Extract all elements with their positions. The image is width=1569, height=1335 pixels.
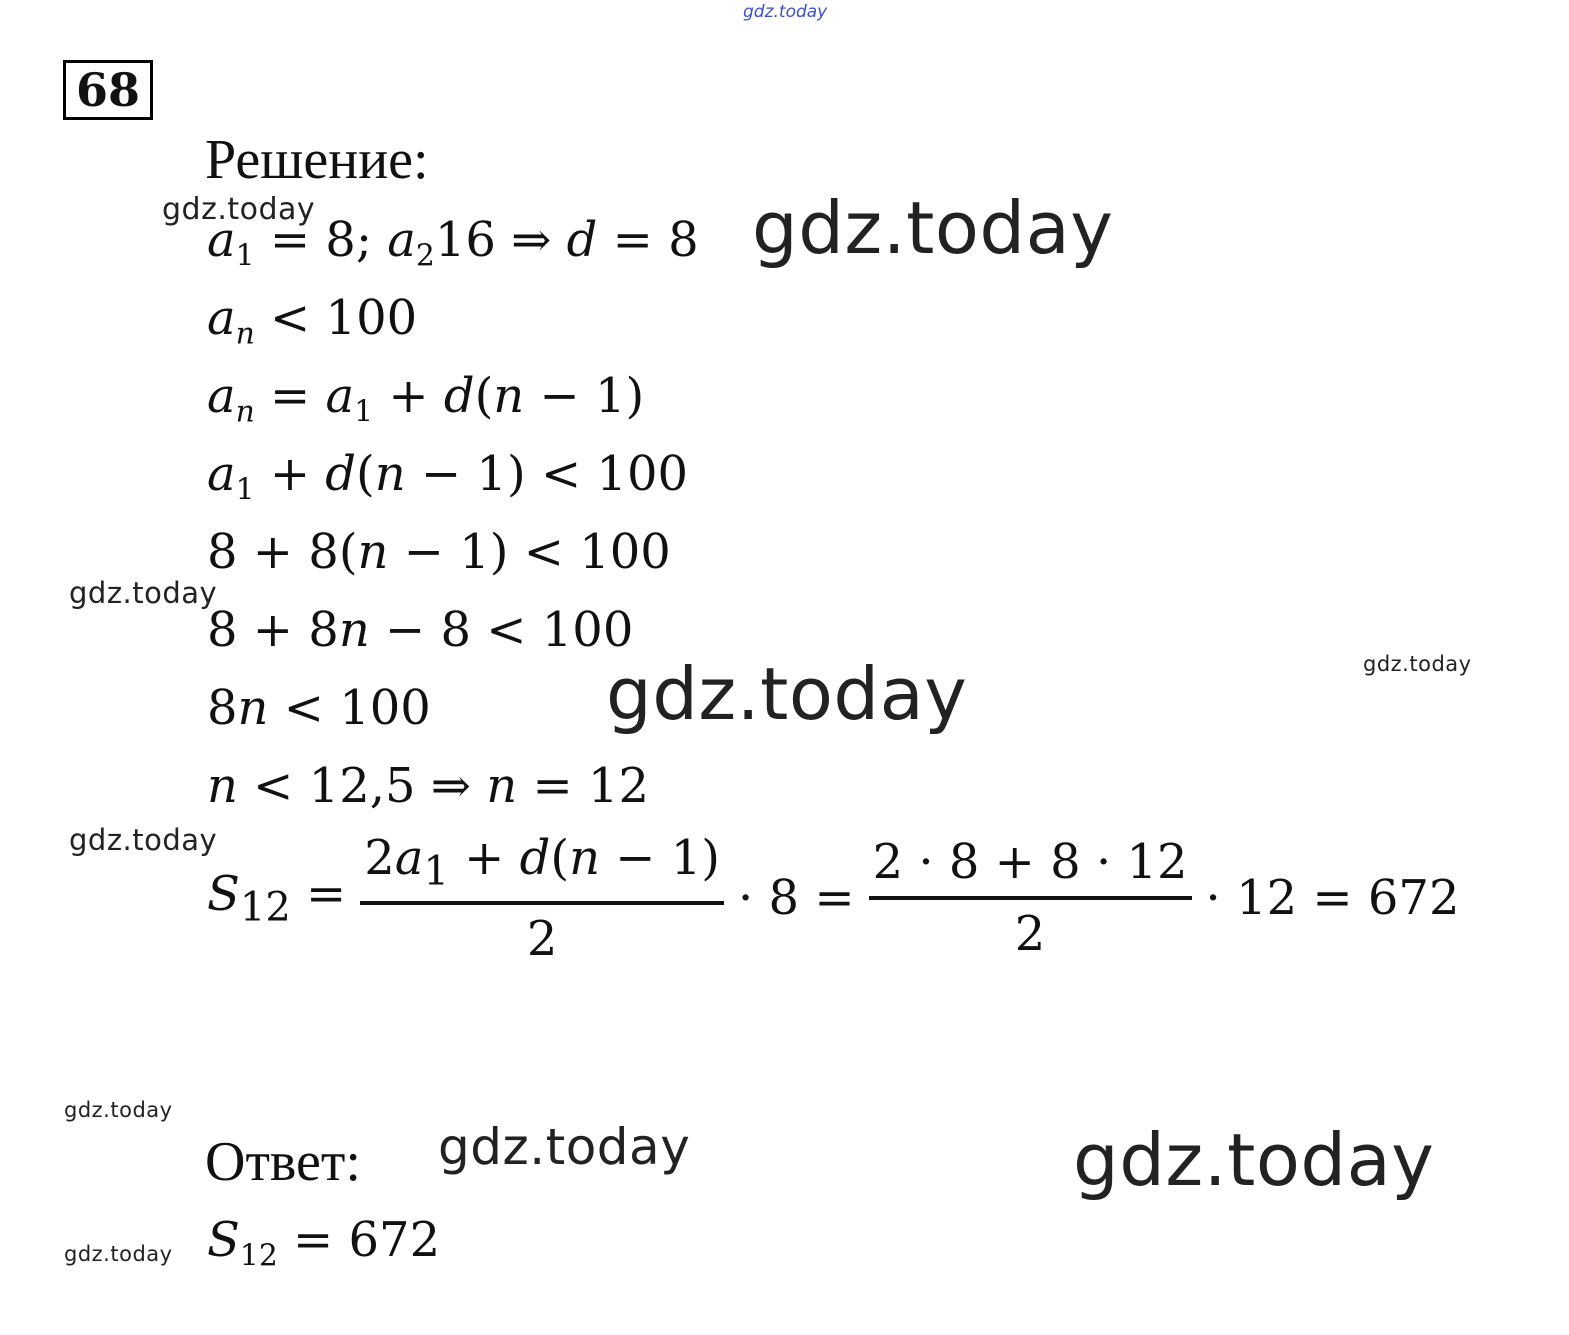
sum-rhs: · 12 = 672 [1205, 870, 1460, 927]
watermark: gdz.today [64, 1242, 173, 1266]
watermark: gdz.today [606, 652, 968, 736]
math-line-6: 8 + 8n − 8 < 100 [207, 602, 634, 658]
math-line-5: 8 + 8(n − 1) < 100 [207, 524, 671, 580]
watermark: gdz.today [438, 1118, 691, 1176]
watermark: gdz.today [64, 1098, 173, 1122]
watermark: gdz.today [69, 823, 218, 857]
math-line-2: $a_n < 100$ [207, 290, 418, 352]
watermark: gdz.today [1073, 1118, 1435, 1202]
fraction-2 [869, 834, 1192, 962]
math-line-4: $a_1 + d(n - 1) < 100$ [207, 446, 689, 508]
task-number: 68 [63, 60, 153, 120]
math-line-3: $a_n = a_1 + d(n - 1)$ [207, 368, 645, 430]
sum-formula [207, 830, 1474, 967]
fraction-2-numerator: 2 · 8 + 8 · 12 [869, 834, 1192, 900]
answer-heading: Ответ: [205, 1131, 361, 1193]
math-line-7: 8n < 100 [207, 680, 431, 736]
answer-value: $S_{12} = 672$ [207, 1212, 441, 1274]
solution-heading: Решение: [205, 129, 429, 191]
watermark: gdz.today [1363, 652, 1472, 676]
fraction-2-denominator: 2 [1014, 906, 1046, 963]
fraction-1-numerator: $2a_1 + d(n - 1)$ [360, 830, 724, 905]
fraction-1 [360, 830, 724, 967]
fraction-1-denominator: 2 [526, 910, 558, 967]
math-line-8: n < 12,5 ⇒ n = 12 [207, 758, 649, 814]
watermark: gdz.today [69, 576, 218, 610]
watermark: gdz.today [162, 192, 316, 227]
watermark-top: gdz.today [743, 2, 828, 22]
sum-middle: · 8 = [738, 870, 855, 927]
math-line-1: $a_1 = 8$; $a_216$ ⇒ d = 8 [207, 212, 699, 274]
sum-lhs: $S_{12}$ = [207, 866, 347, 931]
watermark: gdz.today [752, 186, 1114, 270]
